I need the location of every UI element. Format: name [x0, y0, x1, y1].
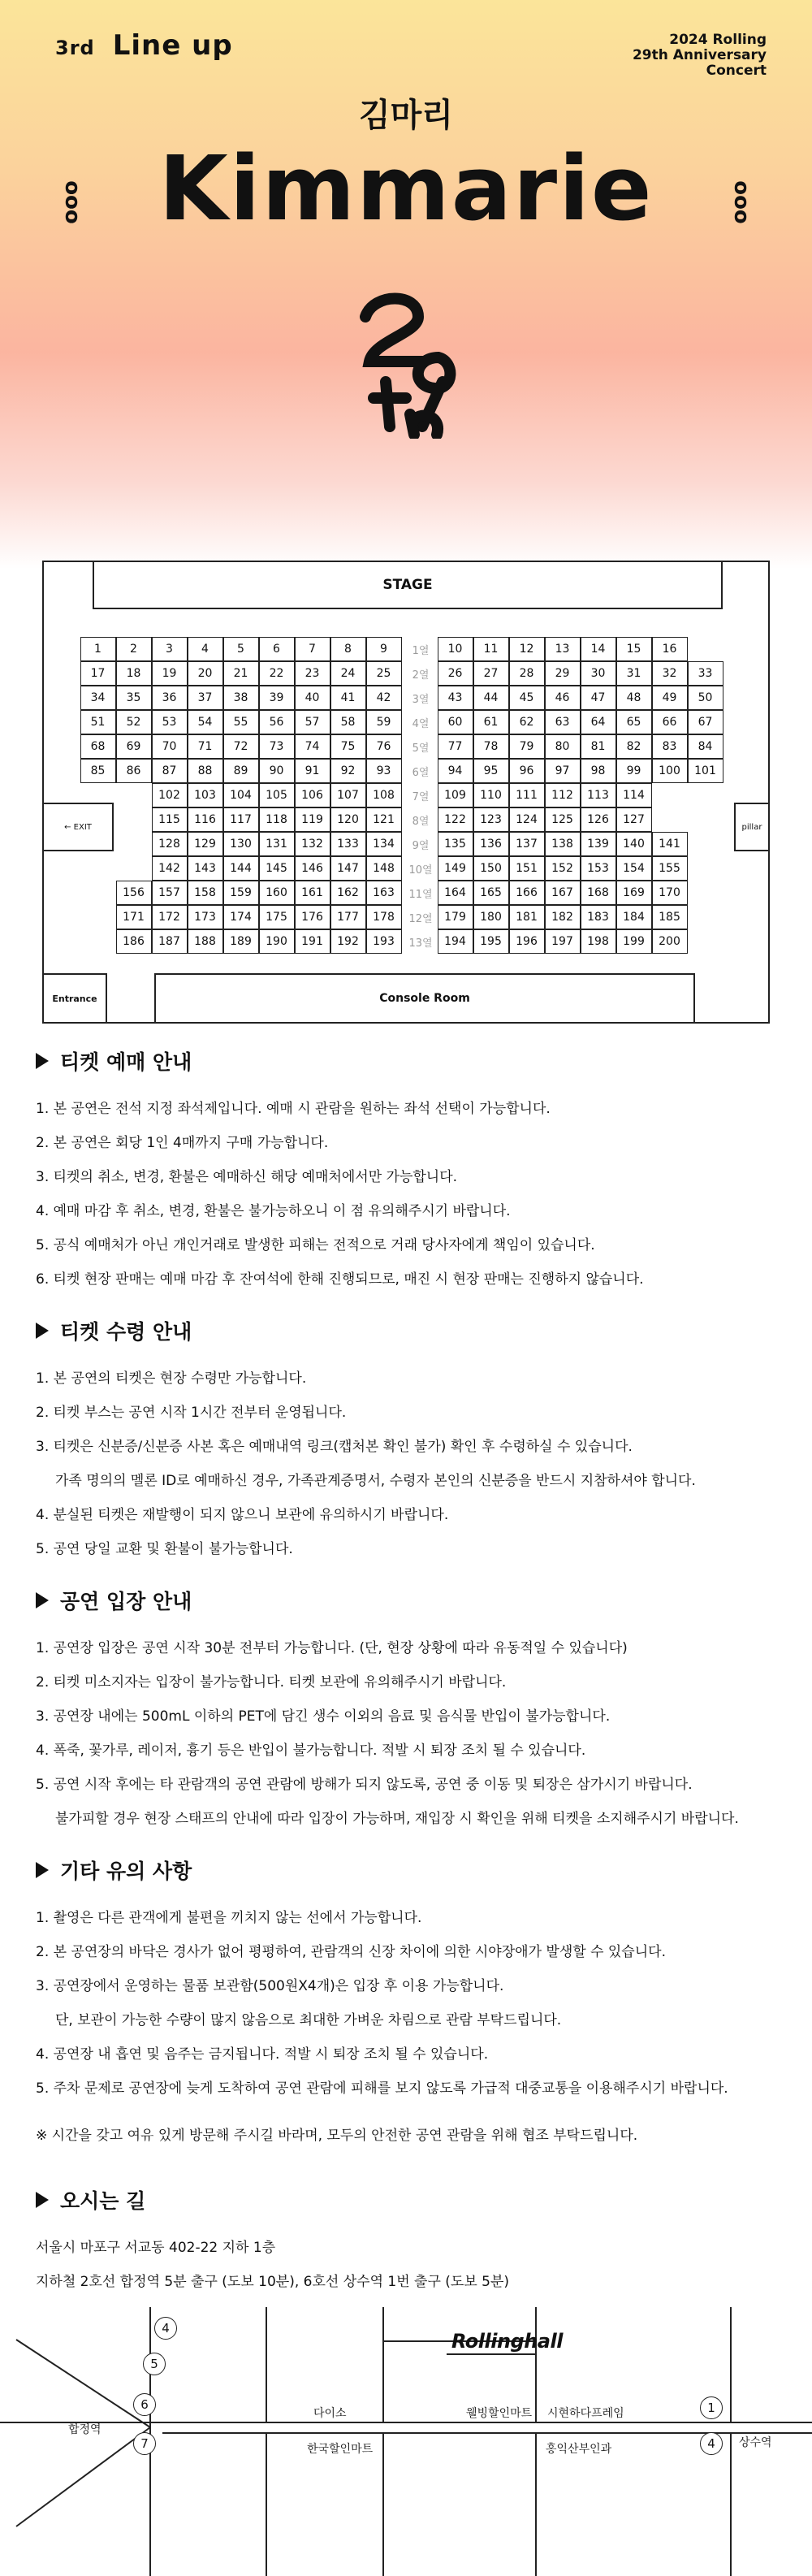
seat: 156	[116, 881, 152, 905]
seat: 73	[259, 734, 295, 759]
seat: 98	[581, 759, 616, 783]
seat: 195	[473, 929, 509, 954]
seat: 168	[581, 881, 616, 905]
seat: 111	[509, 783, 545, 807]
seat: 179	[438, 905, 473, 929]
seating-chart	[42, 561, 770, 1024]
seat: 45	[509, 686, 545, 710]
seat: 83	[652, 734, 688, 759]
seat: 40	[295, 686, 330, 710]
seat: 10	[438, 637, 473, 661]
seat: 58	[330, 710, 366, 734]
seat: 172	[152, 905, 188, 929]
list-item: 3. 티켓의 취소, 변경, 환불은 예매하신 해당 예매처에서만 가능합니다.	[36, 1169, 458, 1185]
row-label: 4열	[412, 717, 430, 730]
seat: 52	[116, 710, 152, 734]
seat: 167	[545, 881, 581, 905]
seat: 118	[259, 807, 295, 832]
list-item: 4. 예매 마감 후 취소, 변경, 환불은 불가능하오니 이 점 유의해주시기 바랍니다.	[36, 1203, 511, 1219]
seat: 124	[509, 807, 545, 832]
seat: 55	[223, 710, 259, 734]
seat: 125	[545, 807, 581, 832]
seat: 198	[581, 929, 616, 954]
seat: 22	[259, 661, 295, 686]
subway-line: 지하철 2호선 합정역 5분 출구 (도보 10분), 6호선 상수역 1번 출구 (도보 5분)	[36, 2274, 510, 2290]
row-label: 10열	[408, 864, 433, 877]
seat: 12	[509, 637, 545, 661]
seat: 143	[188, 856, 223, 881]
seat: 164	[438, 881, 473, 905]
stage: STAGE	[93, 562, 723, 609]
seat: 106	[295, 783, 330, 807]
seat: 120	[330, 807, 366, 832]
seat: 174	[223, 905, 259, 929]
seat: 175	[259, 905, 295, 929]
seat: 78	[473, 734, 509, 759]
seat: 1	[80, 637, 116, 661]
list-item: 3. 공연장에서 운영하는 물품 보관함(500원X4개)은 입장 후 이용 가능합니다.	[36, 1978, 504, 1994]
seat: 39	[259, 686, 295, 710]
seat: 155	[652, 856, 688, 881]
seat: 88	[188, 759, 223, 783]
seat: 187	[152, 929, 188, 954]
list-item: 3. 공연장 내에는 500mL 이하의 PET에 담긴 생수 이외의 음료 및 음식물 반입이 불가능합니다.	[36, 1708, 611, 1725]
siheonhada-label: 시현하다프레임	[547, 2407, 624, 2420]
seat: 86	[116, 759, 152, 783]
seat: 141	[652, 832, 688, 856]
seat: 102	[152, 783, 188, 807]
seat: 103	[188, 783, 223, 807]
seat: 8	[330, 637, 366, 661]
lineup-ordinal: 3rd	[55, 37, 95, 59]
seat: 160	[259, 881, 295, 905]
seat: 76	[366, 734, 402, 759]
seat: 57	[295, 710, 330, 734]
seat: 105	[259, 783, 295, 807]
seat: 51	[80, 710, 116, 734]
seat: 138	[545, 832, 581, 856]
seat: 29	[545, 661, 581, 686]
seat: 162	[330, 881, 366, 905]
seat: 176	[295, 905, 330, 929]
seat: 113	[581, 783, 616, 807]
seat: 135	[438, 832, 473, 856]
section-etc	[36, 1855, 783, 2106]
seat: 188	[188, 929, 223, 954]
seat: 31	[616, 661, 652, 686]
map-lines	[0, 2299, 812, 2576]
seat: 146	[295, 856, 330, 881]
seat: 30	[581, 661, 616, 686]
row-label: 12열	[408, 912, 433, 925]
artist-korean-name: 김마리	[359, 97, 453, 134]
seat: 131	[259, 832, 295, 856]
seat: 49	[652, 686, 688, 710]
seat: 65	[616, 710, 652, 734]
exit-number: 5	[143, 2353, 166, 2375]
seat: 196	[509, 929, 545, 954]
seat: 34	[80, 686, 116, 710]
row-label: 2열	[412, 669, 430, 682]
seat: 27	[473, 661, 509, 686]
seat: 17	[80, 661, 116, 686]
seat: 25	[366, 661, 402, 686]
seat: 16	[652, 637, 688, 661]
seat: 66	[652, 710, 688, 734]
seat: 19	[152, 661, 188, 686]
seat: 122	[438, 807, 473, 832]
seat: 97	[545, 759, 581, 783]
seat: 91	[295, 759, 330, 783]
seat: 177	[330, 905, 366, 929]
pillar-label: pillar	[734, 803, 770, 851]
row-label: 5열	[412, 742, 430, 755]
triangle-bullet-icon	[36, 2192, 49, 2208]
seat: 200	[652, 929, 688, 954]
seat: 182	[545, 905, 581, 929]
event-title-line3: Concert	[706, 63, 767, 79]
seat: 92	[330, 759, 366, 783]
section-title	[36, 1855, 783, 1885]
seat: 136	[473, 832, 509, 856]
seat: 152	[545, 856, 581, 881]
seat: 193	[366, 929, 402, 954]
seat: 129	[188, 832, 223, 856]
row-label: 9열	[412, 839, 430, 852]
seat: 166	[509, 881, 545, 905]
seat: 171	[116, 905, 152, 929]
seat: 117	[223, 807, 259, 832]
hapjeong-station-label: 합정역	[68, 2423, 102, 2436]
seat: 189	[223, 929, 259, 954]
seat: 6	[259, 637, 295, 661]
exit-number: 4	[700, 2432, 723, 2455]
seat: 110	[473, 783, 509, 807]
seat: 96	[509, 759, 545, 783]
seat: 101	[688, 759, 723, 783]
exit-number: 4	[154, 2317, 177, 2340]
lineup-label: Line up	[112, 29, 233, 62]
artist-name: Kimmarie	[158, 136, 654, 240]
seat: 70	[152, 734, 188, 759]
list-item: 2. 본 공연장의 바닥은 경사가 없어 평평하여, 관람객의 신장 차이에 의한 시야장애가 발생할 수 있습니다.	[36, 1944, 666, 1960]
seat: 159	[223, 881, 259, 905]
seat: 126	[581, 807, 616, 832]
section-booking	[36, 1046, 783, 1297]
seat: 80	[545, 734, 581, 759]
list-item: 2. 티켓 미소지자는 입장이 불가능합니다. 티켓 보관에 유의해주시기 바랍니다.	[36, 1674, 507, 1691]
section-title	[36, 1586, 783, 1615]
seat: 104	[223, 783, 259, 807]
list-item: 1. 본 공연은 전석 지정 좌석제입니다. 예매 시 관람을 원하는 좌석 선택이 가능합니다.	[36, 1101, 551, 1117]
exit-number: 7	[133, 2432, 156, 2455]
seat: 13	[545, 637, 581, 661]
seat: 197	[545, 929, 581, 954]
row-label: 3열	[412, 693, 430, 706]
seat: 69	[116, 734, 152, 759]
seat: 54	[188, 710, 223, 734]
list-item: 불가피할 경우 현장 스태프의 안내에 따라 입장이 가능하며, 재입장 시 확인을 위해 티켓을 소지해주시기 바랍니다.	[55, 1811, 739, 1827]
seat: 169	[616, 881, 652, 905]
row-label: 8열	[412, 815, 430, 828]
seat: 157	[152, 881, 188, 905]
list-item: 1. 본 공연의 티켓은 현장 수령만 가능합니다.	[36, 1370, 307, 1387]
seat: 21	[223, 661, 259, 686]
seat: 93	[366, 759, 402, 783]
seat: 32	[652, 661, 688, 686]
hero-banner	[0, 0, 812, 569]
seat: 148	[366, 856, 402, 881]
triangle-bullet-icon	[36, 1592, 49, 1608]
seat: 85	[80, 759, 116, 783]
seat: 121	[366, 807, 402, 832]
seat: 194	[438, 929, 473, 954]
exit-number: 1	[700, 2396, 723, 2419]
seat: 81	[581, 734, 616, 759]
seat: 185	[652, 905, 688, 929]
exit-number: 6	[133, 2393, 156, 2416]
rollinghall-label: Rollinghall	[451, 2330, 563, 2353]
seat: 41	[330, 686, 366, 710]
section-title-text: 공연 입장 안내	[60, 1590, 192, 1613]
row-label: 1열	[412, 644, 430, 657]
list-item: 2. 본 공연은 회당 1인 4매까지 구매 가능합니다.	[36, 1135, 329, 1151]
seat: 87	[152, 759, 188, 783]
daiso-label: 다이소	[313, 2407, 347, 2420]
seat: 2	[116, 637, 152, 661]
seat: 15	[616, 637, 652, 661]
seat: 35	[116, 686, 152, 710]
seat: 56	[259, 710, 295, 734]
seat: 5	[223, 637, 259, 661]
seat: 7	[295, 637, 330, 661]
console-room-label: Console Room	[154, 973, 695, 1024]
seat: 134	[366, 832, 402, 856]
seat: 33	[688, 661, 723, 686]
section-title-text: 기타 유의 사항	[60, 1859, 192, 1883]
seat: 44	[473, 686, 509, 710]
seat: 150	[473, 856, 509, 881]
seat: 116	[188, 807, 223, 832]
address-line: 서울시 마포구 서교동 402-22 지하 1층	[36, 2240, 276, 2256]
list-item: 4. 분실된 티켓은 재발행이 되지 않으니 보관에 유의하시기 바랍니다.	[36, 1507, 449, 1523]
notice-note: ※ 시간을 갖고 여유 있게 방문해 주시길 바라며, 모두의 안전한 공연 관람을 위해 협조 부탁드립니다.	[36, 2128, 638, 2144]
seat: 72	[223, 734, 259, 759]
triangle-bullet-icon	[36, 1862, 49, 1878]
seat: 3	[152, 637, 188, 661]
seat: 108	[366, 783, 402, 807]
seat: 173	[188, 905, 223, 929]
seat: 186	[116, 929, 152, 954]
seat: 74	[295, 734, 330, 759]
location-map	[0, 2299, 812, 2576]
seat: 123	[473, 807, 509, 832]
seat: 26	[438, 661, 473, 686]
seat: 170	[652, 881, 688, 905]
seat: 165	[473, 881, 509, 905]
section-directions	[36, 2185, 783, 2299]
seat: 20	[188, 661, 223, 686]
section-title	[36, 1046, 783, 1076]
seat: 145	[259, 856, 295, 881]
seat: 95	[473, 759, 509, 783]
section-title	[36, 1316, 783, 1345]
seat: 99	[616, 759, 652, 783]
seat: 47	[581, 686, 616, 710]
event-title-line1: 2024 Rolling	[669, 32, 767, 48]
seat: 84	[688, 734, 723, 759]
seat: 53	[152, 710, 188, 734]
seat: 190	[259, 929, 295, 954]
lineup-heading	[55, 29, 233, 62]
list-item: 3. 티켓은 신분증/신분증 사본 혹은 예매내역 링크(캡처본 확인 불가) 확인 후 수령하실 수 있습니다.	[36, 1439, 633, 1455]
seat: 9	[366, 637, 402, 661]
seat: 14	[581, 637, 616, 661]
seat: 46	[545, 686, 581, 710]
hongik-clinic-label: 홍익산부인과	[546, 2443, 612, 2456]
seat: 180	[473, 905, 509, 929]
event-title-line2: 29th Anniversary	[632, 47, 767, 63]
side-decoration-right: ooo	[729, 180, 754, 224]
seat: 158	[188, 881, 223, 905]
seat: 112	[545, 783, 581, 807]
seat: 37	[188, 686, 223, 710]
seat: 89	[223, 759, 259, 783]
section-title	[36, 2185, 783, 2214]
seat: 132	[295, 832, 330, 856]
seat: 133	[330, 832, 366, 856]
row-label: 7열	[412, 790, 430, 803]
seat: 68	[80, 734, 116, 759]
seat: 77	[438, 734, 473, 759]
seat: 64	[581, 710, 616, 734]
hanguk-mart-label: 한국할인마트	[307, 2443, 374, 2456]
list-item: 6. 티켓 현장 판매는 예매 마감 후 잔여석에 한해 진행되므로, 매진 시 현장 판매는 진행하지 않습니다.	[36, 1271, 644, 1288]
seat: 127	[616, 807, 652, 832]
seat: 79	[509, 734, 545, 759]
seat: 119	[295, 807, 330, 832]
seat: 62	[509, 710, 545, 734]
seat: 38	[223, 686, 259, 710]
section-pickup	[36, 1316, 783, 1566]
seat: 149	[438, 856, 473, 881]
seat: 94	[438, 759, 473, 783]
seat: 142	[152, 856, 188, 881]
seat: 140	[616, 832, 652, 856]
seat: 75	[330, 734, 366, 759]
seat: 23	[295, 661, 330, 686]
seat: 151	[509, 856, 545, 881]
list-item: 5. 공연 당일 교환 및 환불이 불가능합니다.	[36, 1541, 293, 1557]
seat: 50	[688, 686, 723, 710]
section-title-text: 오시는 길	[60, 2189, 146, 2213]
seat: 184	[616, 905, 652, 929]
seat: 11	[473, 637, 509, 661]
seat: 90	[259, 759, 295, 783]
seat: 28	[509, 661, 545, 686]
seat: 192	[330, 929, 366, 954]
seat: 42	[366, 686, 402, 710]
seat: 71	[188, 734, 223, 759]
29th-emblem	[341, 284, 471, 439]
seat: 36	[152, 686, 188, 710]
seat: 114	[616, 783, 652, 807]
seat: 128	[152, 832, 188, 856]
seat: 24	[330, 661, 366, 686]
seat: 109	[438, 783, 473, 807]
triangle-bullet-icon	[36, 1323, 49, 1339]
list-item: 5. 공연 시작 후에는 타 관람객의 공연 관람에 방해가 되지 않도록, 공연 중 이동 및 퇴장은 삼가시기 바랍니다.	[36, 1777, 693, 1793]
list-item: 1. 촬영은 다른 관객에게 불편을 끼치지 않는 선에서 가능합니다.	[36, 1910, 422, 1926]
seat: 43	[438, 686, 473, 710]
seat: 153	[581, 856, 616, 881]
seat: 100	[652, 759, 688, 783]
seat: 107	[330, 783, 366, 807]
list-item: 4. 공연장 내 흡연 및 음주는 금지됩니다. 적발 시 퇴장 조치 될 수 있습니다.	[36, 2046, 489, 2063]
seat: 59	[366, 710, 402, 734]
event-title	[633, 32, 767, 79]
seat: 48	[616, 686, 652, 710]
list-item: 5. 주차 문제로 공연장에 늦게 도착하여 공연 관람에 피해를 보지 않도록 가급적 대중교통을 이용해주시기 바랍니다.	[36, 2080, 728, 2097]
seat: 63	[545, 710, 581, 734]
seat: 18	[116, 661, 152, 686]
seat: 178	[366, 905, 402, 929]
seat: 163	[366, 881, 402, 905]
section-entry	[36, 1586, 783, 1836]
row-label: 6열	[412, 766, 430, 779]
seat: 82	[616, 734, 652, 759]
section-title-text: 티켓 수령 안내	[60, 1320, 192, 1344]
seat: 181	[509, 905, 545, 929]
side-decoration-left: ooo	[58, 180, 83, 224]
list-item: 5. 공식 예매처가 아닌 개인거래로 발생한 피해는 전적으로 거래 당사자에게 책임이 있습니다.	[36, 1237, 595, 1253]
seat: 4	[188, 637, 223, 661]
seat: 139	[581, 832, 616, 856]
seat: 137	[509, 832, 545, 856]
wellbeing-mart-label: 웰빙할인마트	[466, 2407, 533, 2420]
list-item: 가족 명의의 멜론 ID로 예매하신 경우, 가족관계증명서, 수령자 본인의 신분증을 반드시 지참하셔야 합니다.	[55, 1473, 696, 1489]
section-title-text: 티켓 예매 안내	[60, 1050, 192, 1074]
row-label: 13열	[408, 937, 433, 950]
exit-label: ← EXIT	[42, 803, 114, 851]
sangsu-station-label: 상수역	[739, 2436, 772, 2449]
seat: 67	[688, 710, 723, 734]
list-item: 1. 공연장 입장은 공연 시작 30분 전부터 가능합니다. (단, 현장 상황에 따라 유동적일 수 있습니다)	[36, 1640, 628, 1656]
seat: 191	[295, 929, 330, 954]
seat: 183	[581, 905, 616, 929]
seat: 161	[295, 881, 330, 905]
list-item: 2. 티켓 부스는 공연 시작 1시간 전부터 운영됩니다.	[36, 1405, 347, 1421]
seat: 61	[473, 710, 509, 734]
list-item: 4. 폭죽, 꽃가루, 레이저, 흉기 등은 반입이 불가능합니다. 적발 시 퇴장 조치 될 수 있습니다.	[36, 1743, 586, 1759]
row-label: 11열	[408, 888, 433, 901]
seat: 115	[152, 807, 188, 832]
seat: 144	[223, 856, 259, 881]
triangle-bullet-icon	[36, 1053, 49, 1069]
seat: 60	[438, 710, 473, 734]
seat: 154	[616, 856, 652, 881]
list-item: 단, 보관이 가능한 수량이 많지 않음으로 최대한 가벼운 차림으로 관람 부탁드립니다.	[55, 2012, 562, 2028]
entrance-label: Entrance	[42, 973, 107, 1024]
seat: 199	[616, 929, 652, 954]
seat: 147	[330, 856, 366, 881]
seat: 130	[223, 832, 259, 856]
